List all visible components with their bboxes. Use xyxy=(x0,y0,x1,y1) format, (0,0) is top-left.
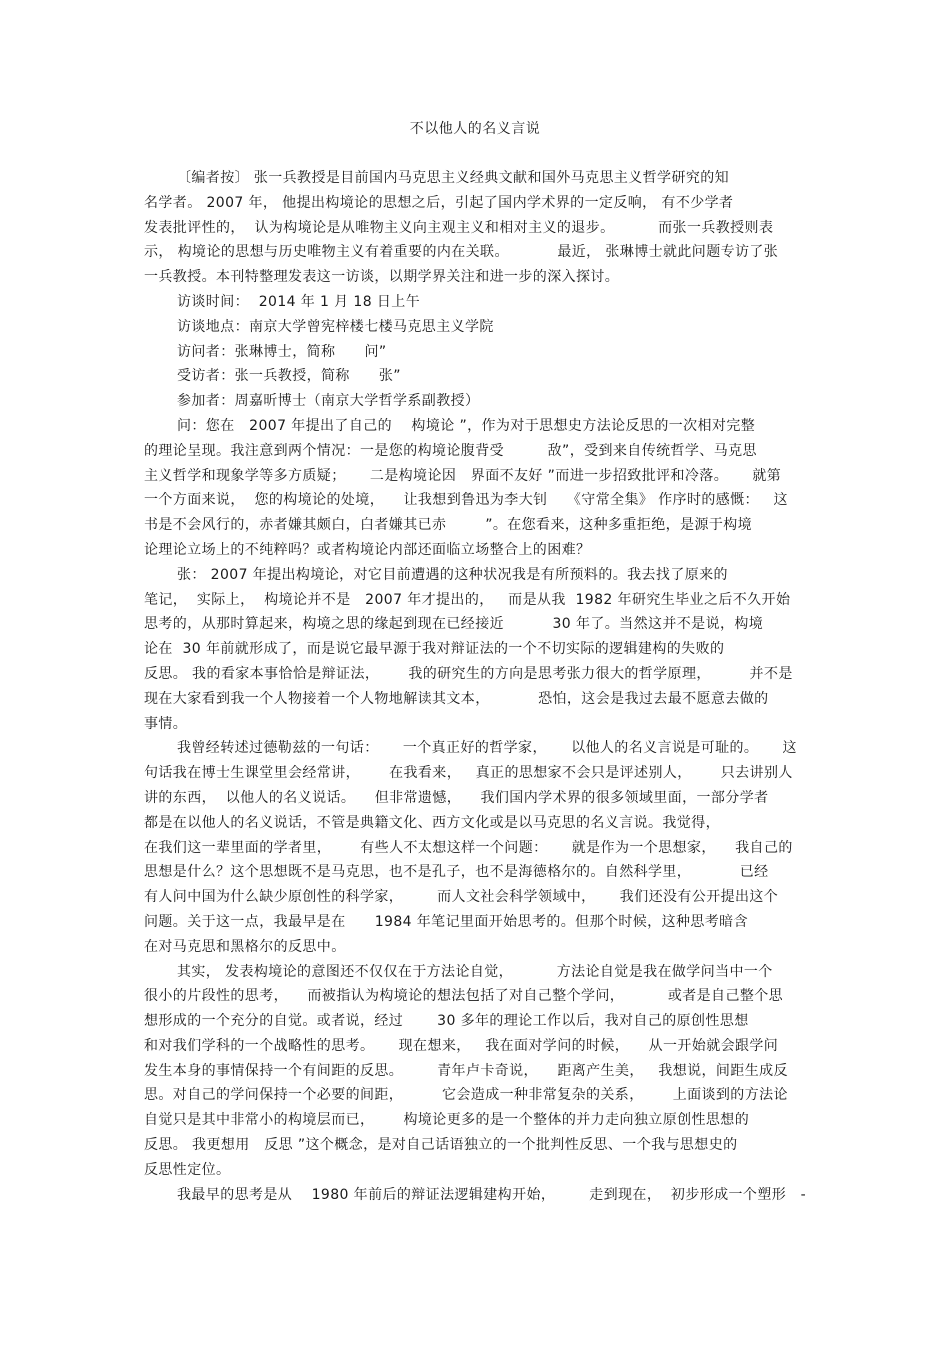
text-line: 反思。 我的看家本事恰恰是辩证法， 我的研究生的方向是思考张力很大的哲学原理， 并不是 xyxy=(144,665,793,682)
text-line: 受访者：张一兵教授，简称 张” xyxy=(177,368,401,385)
text-line: 事情。 xyxy=(144,715,188,732)
text-line: 现在大家看到我一个人物接着一个人物地解读其文本， 恐怕，这会是我过去最不愿意去做的 xyxy=(144,690,769,707)
text-line: 论理论立场上的不纯粹吗？或者构境论内部还面临立场整合上的困难？ xyxy=(144,541,591,558)
text-line: 我最早的思考是从 1980 年前后的辩证法逻辑建构开始， 走到现在， 初步形成一个塑形 - xyxy=(177,1186,807,1203)
text-line: 一兵教授。本刊特整理发表这一访谈，以期学界关注和进一步的深入探讨。 xyxy=(144,269,620,286)
text-line: 想形成的一个充分的自觉。或者说，经过 30 多年的理论工作以后，我对自己的原创性思想 xyxy=(144,1013,749,1030)
text-line: 反思性定位。 xyxy=(144,1161,231,1178)
text-line: 问：您在 2007 年提出了自己的 构境论 ”，作为对于思想史方法论反思的一次相对完整 xyxy=(177,417,756,434)
text-line: 〔编者按〕 张一兵教授是目前国内马克思主义经典文献和国外马克思主义哲学研究的知 xyxy=(177,170,730,186)
text-line: 的理论呈现。我注意到两个情况：一是您的构境论腹背受 敌”，受到来自传统哲学、马克思 xyxy=(144,442,757,459)
text-line: 一个方面来说， 您的构境论的处境， 让我想到鲁迅为李大钊 《守常全集》 作序时的感慨： 这 xyxy=(144,492,788,509)
text-line: 访谈地点：南京大学曾宪梓楼七楼马克思主义学院 xyxy=(177,318,494,335)
text-line: 在我们这一辈里面的学者里， 有些人不太想这样一个问题： 就是作为一个思想家， 我自己的 xyxy=(144,839,793,856)
text-line: 我曾经转述过德勒兹的一句话： 一个真正好的哲学家， 以他人的名义言说是可耻的。 这 xyxy=(177,740,797,757)
text-line: 发表批评性的， 认为构境论是从唯物主义向主观主义和相对主义的退步。 而张一兵教授则表 xyxy=(144,219,774,236)
text-line: 都是在以他人的名义说话，不管是典籍文化、西方文化或是以马克思的名义言说。我觉得， xyxy=(144,814,720,831)
text-line: 思想是什么？这个思想既不是马克思，也不是孔子，也不是海德格尔的。自然科学里， 已经 xyxy=(144,864,769,881)
text-line: 张： 2007 年提出构境论，对它目前遭遇的这种状况我是有所预料的。我去找了原来的 xyxy=(177,566,728,583)
text-line: 发生本身的事情保持一个有间距的反思。 青年卢卡奇说， 距离产生美， 我想说，间距生成反 xyxy=(144,1062,788,1079)
document-title: 不以他人的名义言说 xyxy=(409,121,541,137)
text-line: 示， 构境论的思想与历史唯物主义有着重要的内在关联。 最近， 张琳博士就此问题专访了张 xyxy=(144,244,779,261)
text-line: 其实， 发表构境论的意图还不仅仅在于方法论自觉， 方法论自觉是我在做学问当中一个 xyxy=(177,963,773,980)
text-line: 思考的，从那时算起来，构境之思的缘起到现在已经接近 30 年了。当然这并不是说，构境 xyxy=(144,616,764,633)
text-line: 在对马克思和黑格尔的反思中。 xyxy=(144,938,346,955)
text-line: 主义哲学和现象学等多方质疑； 二是构境论因 界面不友好 ”而进一步招致批评和冷落。 就第 xyxy=(144,467,782,484)
text-line: 书是不会风行的，赤者嫌其颇白，白者嫌其已赤 ”。在您看来，这种多重拒绝，是源于构境 xyxy=(144,517,753,534)
document-body xyxy=(144,166,812,1207)
text-line: 思。对自己的学问保持一个必要的间距， 它会造成一种非常复杂的关系， 上面谈到的方法论 xyxy=(144,1087,788,1104)
text-line: 参加者：周嘉昕博士（南京大学哲学系副教授） xyxy=(177,393,480,410)
text-line: 自觉只是其中非常小的构境层而已， 构境论更多的是一个整体的并力走向独立原创性思想的 xyxy=(144,1112,750,1129)
text-line: 论在 30 年前就形成了，而是说它最早源于我对辩证法的一个不切实际的逻辑建构的失败的 xyxy=(144,641,725,658)
text-line: 问题。关于这一点，我最早是在 1984 年笔记里面开始思考的。但那个时候，这种思考暗含 xyxy=(144,913,748,930)
text-line: 有人问中国为什么缺少原创性的科学家， 而人文社会科学领域中， 我们还没有公开提出这个 xyxy=(144,889,779,906)
text-line: 讲的东西， 以他人的名义说话。 但非常遗憾， 我们国内学术界的很多领域里面，一部分学者 xyxy=(144,789,769,806)
text-line: 反思。 我更想用 反思 ”这个概念，是对自己话语独立的一个批判性反思、一个我与思想史的 xyxy=(144,1137,738,1154)
text-line: 笔记， 实际上， 构境论并不是 2007 年才提出的， 而是从我 1982 年研究生毕业之后不久开始 xyxy=(144,591,791,608)
text-line: 和对我们学科的一个战略性的思考。 现在想来， 我在面对学问的时候， 从一开始就会跟学问 xyxy=(144,1037,779,1054)
text-line: 名学者。 2007 年， 他提出构境论的思想之后，引起了国内学术界的一定反响， 有不少学者 xyxy=(144,194,734,211)
text-line: 访问者：张琳博士，简称 问” xyxy=(177,343,387,360)
text-line: 访谈时间： 2014 年 1 月 18 日上午 xyxy=(177,293,421,310)
text-line: 句话我在博士生课堂里会经常讲， 在我看来， 真正的思想家不会只是评述别人， 只去讲别人 xyxy=(144,765,793,782)
text-line: 很小的片段性的思考， 而被指认为构境论的想法包括了对自己整个学问， 或者是自己整个思 xyxy=(144,988,784,1005)
